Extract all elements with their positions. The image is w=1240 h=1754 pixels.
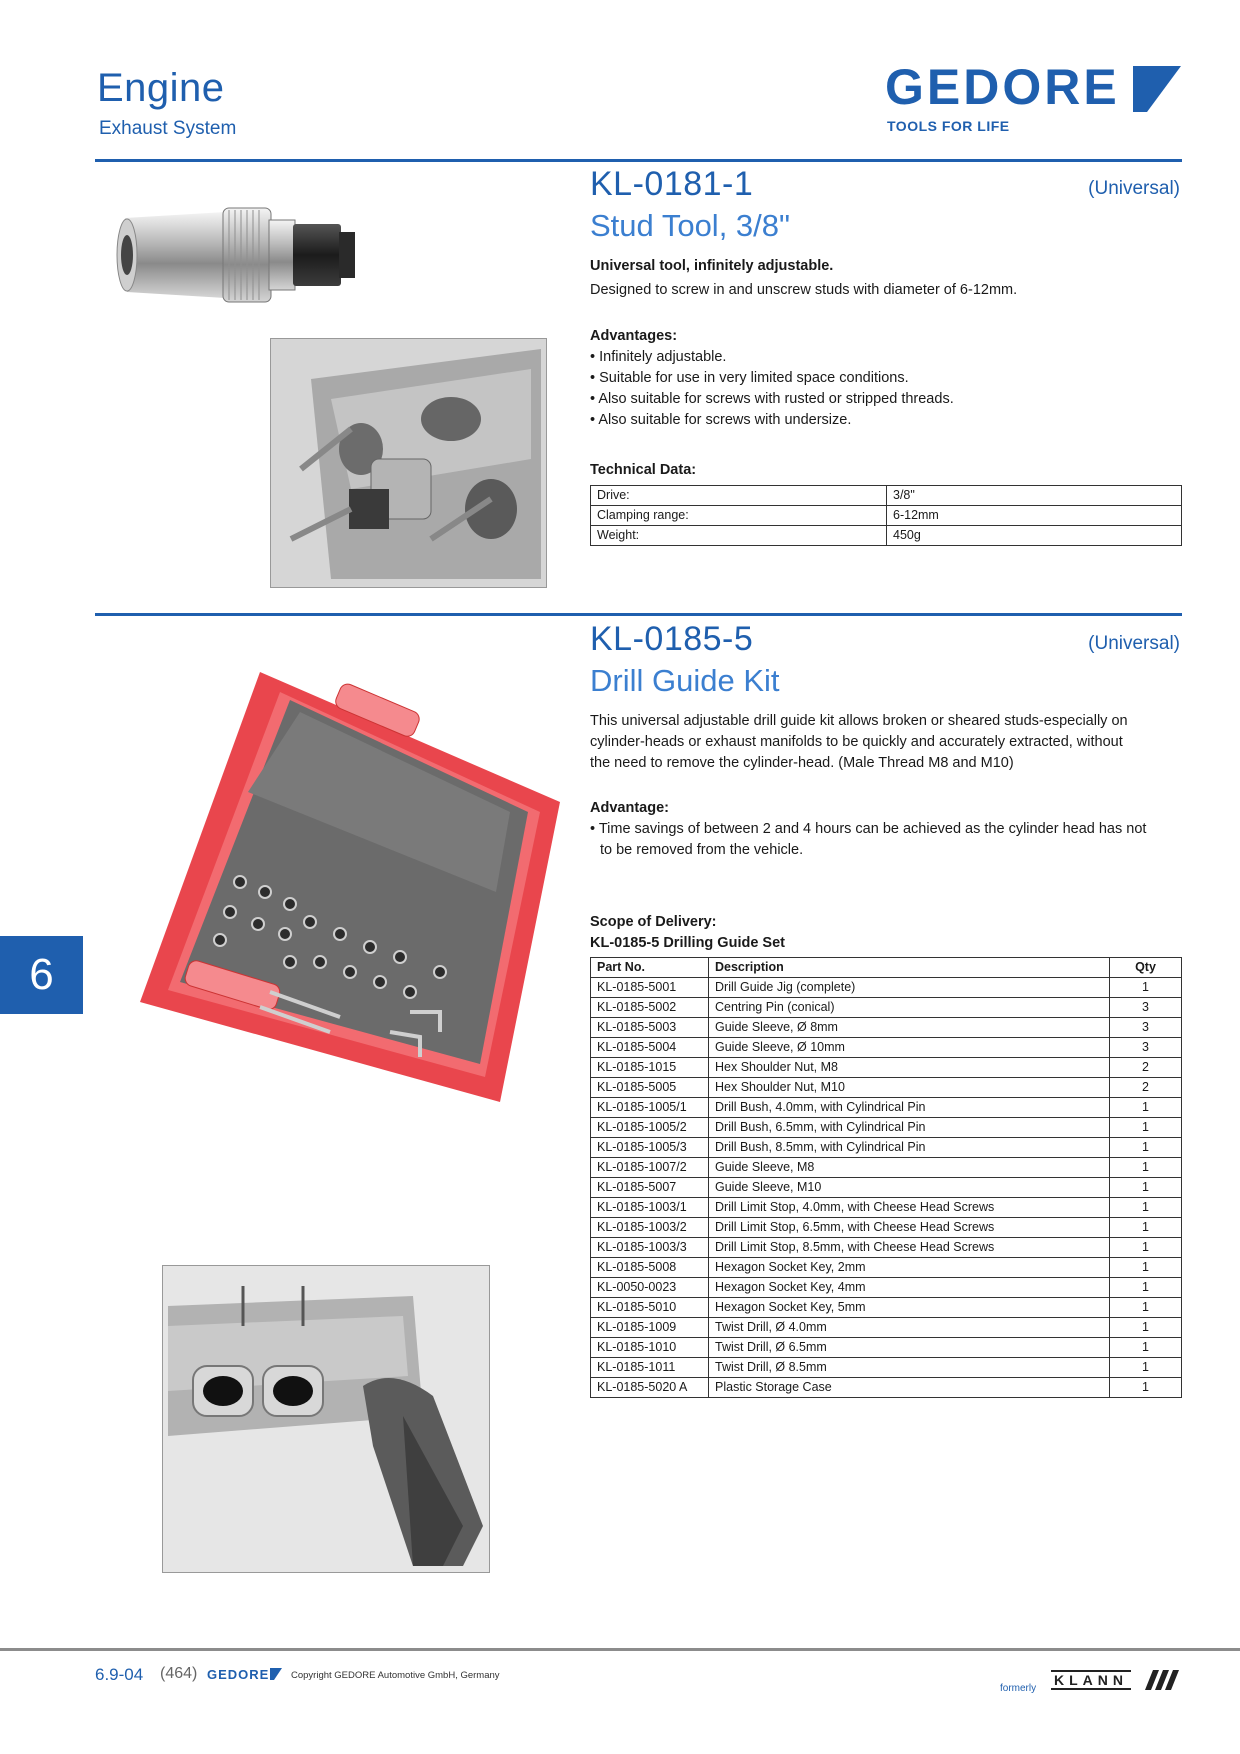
logo-tagline: TOOLS FOR LIFE: [887, 118, 1010, 134]
table-cell-qty: 3: [1110, 1038, 1182, 1058]
product2-name: Drill Guide Kit: [590, 663, 780, 698]
table-row: [591, 1138, 1182, 1158]
product2-advantage: [590, 819, 1146, 861]
table-cell: 3/8": [887, 486, 1182, 506]
table-cell-part: KL-0185-1009: [591, 1318, 709, 1338]
table-row: [591, 1238, 1182, 1258]
table-row: [591, 1038, 1182, 1058]
product2-description: [590, 711, 1128, 774]
table-cell: Clamping range:: [591, 506, 887, 526]
table-cell-desc: Twist Drill, Ø 8.5mm: [709, 1358, 1110, 1378]
table-row: [591, 1358, 1182, 1378]
table-cell-qty: 1: [1110, 1098, 1182, 1118]
table-cell-part: KL-0185-1005/3: [591, 1138, 709, 1158]
table-cell-desc: Hex Shoulder Nut, M8: [709, 1058, 1110, 1078]
table-cell-part: KL-0185-5010: [591, 1298, 709, 1318]
table-row: [591, 1018, 1182, 1038]
footer-formerly: formerly: [1000, 1683, 1037, 1694]
table-cell-part: KL-0185-1005/1: [591, 1098, 709, 1118]
list-item: • Suitable for use in very limited space conditions.: [590, 368, 954, 389]
product1-intro-bold: Universal tool, infinitely adjustable.: [590, 258, 834, 274]
table-cell-desc: Twist Drill, Ø 4.0mm: [709, 1318, 1110, 1338]
footer-divider: [0, 1648, 1240, 1651]
table-row: [591, 1338, 1182, 1358]
gedore-logo: GEDORE: [885, 59, 1120, 115]
table-cell-desc: Hexagon Socket Key, 5mm: [709, 1298, 1110, 1318]
header-qty: Qty: [1110, 958, 1182, 978]
table-cell-qty: 1: [1110, 1358, 1182, 1378]
footer-page-code: 6.9-04: [95, 1665, 144, 1684]
product2-tag: (Universal): [1088, 633, 1180, 654]
product1-advantages-title: Advantages:: [590, 328, 678, 344]
table-cell-part: KL-0185-5003: [591, 1018, 709, 1038]
header-divider: [95, 159, 1182, 162]
table-row: [591, 1378, 1182, 1398]
table-cell-qty: 2: [1110, 1078, 1182, 1098]
table-row: [591, 526, 1182, 546]
product1-intro: Designed to screw in and unscrew studs with diameter of 6-12mm.: [590, 282, 1018, 298]
table-row: [591, 486, 1182, 506]
product1-advantages-list: [590, 347, 954, 431]
table-row: [591, 1078, 1182, 1098]
drill-guide-usage-image: [162, 1265, 490, 1573]
table-cell-qty: 1: [1110, 1158, 1182, 1178]
table-cell-qty: 1: [1110, 1118, 1182, 1138]
table-cell-desc: Drill Guide Jig (complete): [709, 978, 1110, 998]
table-row: [591, 1298, 1182, 1318]
table-cell-desc: Hexagon Socket Key, 2mm: [709, 1258, 1110, 1278]
table-cell-desc: Hexagon Socket Key, 4mm: [709, 1278, 1110, 1298]
scope-table: [590, 957, 1182, 1398]
table-cell-desc: Drill Bush, 4.0mm, with Cylindrical Pin: [709, 1098, 1110, 1118]
table-cell-part: KL-0185-5001: [591, 978, 709, 998]
tech-data-table: [590, 485, 1182, 546]
table-row: [591, 1278, 1182, 1298]
table-cell: 6-12mm: [887, 506, 1182, 526]
table-cell-qty: 1: [1110, 1258, 1182, 1278]
table-cell: Drive:: [591, 486, 887, 506]
table-cell-part: KL-0185-5002: [591, 998, 709, 1018]
table-cell-qty: 1: [1110, 1218, 1182, 1238]
table-cell-desc: Hex Shoulder Nut, M10: [709, 1078, 1110, 1098]
table-row: [591, 506, 1182, 526]
footer-arrow-icon: [270, 1668, 282, 1680]
table-row: [591, 1098, 1182, 1118]
table-cell-desc: Centring Pin (conical): [709, 998, 1110, 1018]
table-cell-desc: Twist Drill, Ø 6.5mm: [709, 1338, 1110, 1358]
table-row: [591, 1258, 1182, 1278]
footer-page-number: (464): [160, 1665, 198, 1682]
table-cell-desc: Drill Limit Stop, 4.0mm, with Cheese Head Screws: [709, 1198, 1110, 1218]
table-cell-desc: Guide Sleeve, M8: [709, 1158, 1110, 1178]
table-cell-part: KL-0185-5020 A: [591, 1378, 709, 1398]
table-cell-desc: Guide Sleeve, Ø 8mm: [709, 1018, 1110, 1038]
table-row: [591, 1118, 1182, 1138]
list-item: • Also suitable for screws with rusted or stripped threads.: [590, 389, 954, 410]
table-cell-part: KL-0185-1005/2: [591, 1118, 709, 1138]
table-cell-part: KL-0185-1007/2: [591, 1158, 709, 1178]
product2-advantage-title: Advantage:: [590, 800, 669, 816]
table-cell: 450g: [887, 526, 1182, 546]
table-cell-qty: 3: [1110, 998, 1182, 1018]
table-cell-qty: 1: [1110, 1138, 1182, 1158]
page-title: Engine: [97, 66, 225, 110]
table-row: [591, 1218, 1182, 1238]
table-cell-part: KL-0185-5004: [591, 1038, 709, 1058]
table-cell-desc: Plastic Storage Case: [709, 1378, 1110, 1398]
text-line: • Time savings of between 2 and 4 hours can be achieved as the cylinder head has not: [590, 821, 1147, 837]
header-part: Part No.: [591, 958, 709, 978]
table-cell: Weight:: [591, 526, 887, 546]
scope-subtitle: KL-0185-5 Drilling Guide Set: [590, 935, 785, 951]
scope-title: Scope of Delivery:: [590, 914, 717, 930]
text-line: cylinder-heads or exhaust manifolds to be quickly and accurately extracted, without: [590, 734, 1123, 750]
table-cell-part: KL-0185-5005: [591, 1078, 709, 1098]
advantage-text: Time savings of between 2 and 4 hours can be achieved as the cylinder head has not: [598, 821, 1147, 837]
table-cell-qty: 1: [1110, 1378, 1182, 1398]
product1-name: Stud Tool, 3/8": [590, 208, 791, 243]
table-row: [591, 1318, 1182, 1338]
header-desc: Description: [709, 958, 1110, 978]
table-cell-part: KL-0185-1003/1: [591, 1198, 709, 1218]
table-cell-desc: Drill Bush, 8.5mm, with Cylindrical Pin: [709, 1138, 1110, 1158]
page-subtitle: Exhaust System: [99, 118, 237, 139]
table-cell-qty: 1: [1110, 1318, 1182, 1338]
text-line: the need to remove the cylinder-head. (Male Thread M8 and M10): [590, 755, 1014, 771]
footer-gedore-logo: GEDORE: [207, 1667, 270, 1682]
table-cell-qty: 1: [1110, 1178, 1182, 1198]
table-cell-qty: 1: [1110, 1298, 1182, 1318]
text-line: This universal adjustable drill guide kit allows broken or sheared studs-especially on: [590, 713, 1128, 729]
table-cell-part: KL-0050-0023: [591, 1278, 709, 1298]
list-item: • Infinitely adjustable.: [590, 347, 954, 368]
table-cell-desc: Guide Sleeve, Ø 10mm: [709, 1038, 1110, 1058]
klann-slashes-icon: [1145, 1670, 1181, 1690]
table-cell-desc: Drill Bush, 6.5mm, with Cylindrical Pin: [709, 1118, 1110, 1138]
table-cell-qty: 1: [1110, 1198, 1182, 1218]
stud-tool-usage-image: [270, 338, 547, 588]
table-row: [591, 998, 1182, 1018]
chapter-tab: 6: [0, 936, 83, 1014]
table-cell-part: KL-0185-5007: [591, 1178, 709, 1198]
table-cell-part: KL-0185-1011: [591, 1358, 709, 1378]
table-cell-qty: 1: [1110, 978, 1182, 998]
text-line: to be removed from the vehicle.: [600, 842, 804, 858]
table-cell-desc: Drill Limit Stop, 8.5mm, with Cheese Head Screws: [709, 1238, 1110, 1258]
table-cell-qty: 3: [1110, 1018, 1182, 1038]
table-cell-part: KL-0185-1003/3: [591, 1238, 709, 1258]
table-row: [591, 1158, 1182, 1178]
table-cell-qty: 1: [1110, 1338, 1182, 1358]
product2-code: KL-0185-5: [590, 620, 754, 658]
table-cell-qty: 1: [1110, 1238, 1182, 1258]
section-divider: [95, 613, 1182, 616]
table-row: [591, 1178, 1182, 1198]
table-cell-qty: 1: [1110, 1278, 1182, 1298]
stud-tool-image: [115, 190, 375, 320]
gedore-arrow-icon: [1133, 66, 1181, 112]
table-cell-part: KL-0185-5008: [591, 1258, 709, 1278]
table-cell-part: KL-0185-1015: [591, 1058, 709, 1078]
table-cell-desc: Guide Sleeve, M10: [709, 1178, 1110, 1198]
table-cell-qty: 2: [1110, 1058, 1182, 1078]
table-header-row: [591, 958, 1182, 978]
klann-logo: KLANN: [1051, 1670, 1131, 1690]
table-row: [591, 978, 1182, 998]
table-cell-part: KL-0185-1003/2: [591, 1218, 709, 1238]
table-row: [591, 1058, 1182, 1078]
table-cell-part: KL-0185-1010: [591, 1338, 709, 1358]
drill-guide-kit-case-image: [140, 672, 560, 1122]
product1-tag: (Universal): [1088, 178, 1180, 199]
list-item: • Also suitable for screws with undersize.: [590, 410, 954, 431]
table-row: [591, 1198, 1182, 1218]
table-cell-desc: Drill Limit Stop, 6.5mm, with Cheese Head Screws: [709, 1218, 1110, 1238]
product1-tech-title: Technical Data:: [590, 462, 697, 478]
footer-copyright: Copyright GEDORE Automotive GmbH, Germany: [291, 1670, 500, 1681]
scope-table-body: [591, 978, 1182, 1398]
product1-code: KL-0181-1: [590, 165, 754, 203]
